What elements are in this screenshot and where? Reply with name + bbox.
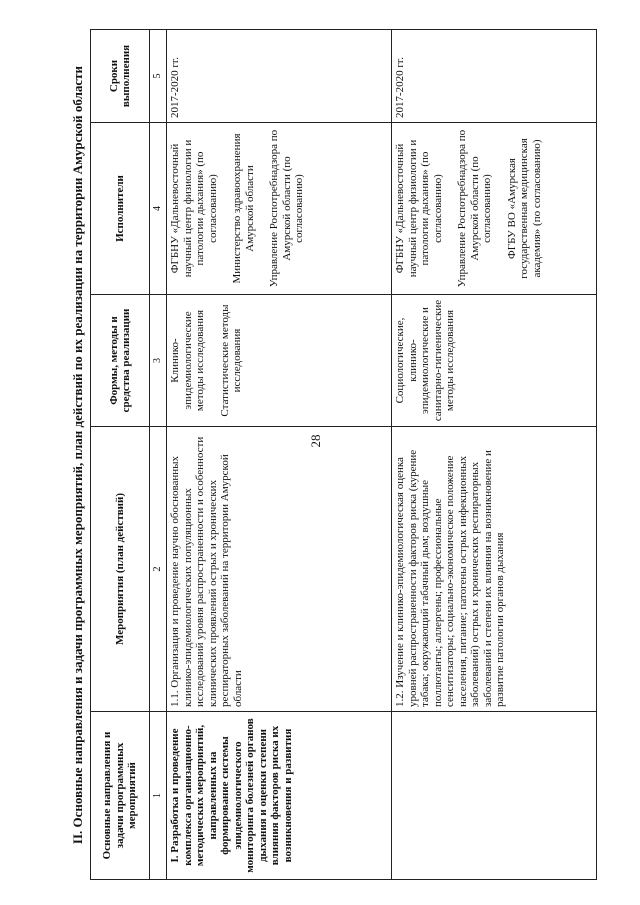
executors-cell (392, 123, 597, 295)
executors-cell (167, 123, 392, 295)
header-terms: Сроки выполнения (91, 30, 150, 123)
method-text: Социологические, клинико-эпидемиологические и санитарно-гигиенические методы исследования (394, 299, 456, 422)
table-row (392, 30, 597, 880)
section-title: II. Основные направления и задачи программных мероприятий, план действий по их реализации на территории Амурской области (70, 65, 85, 845)
executor-text: Управление Роспотребнадзора по Амурской области (по согласованию) (456, 129, 493, 288)
table-header-row (91, 30, 150, 880)
header-executors: Исполнители (91, 123, 150, 295)
header-directions: Основные направления и задачи программных мероприятий (91, 712, 150, 880)
column-number: 5 (150, 30, 167, 123)
column-number: 3 (150, 295, 167, 427)
rotated-page (70, 30, 615, 880)
executor-text: Министерство здравоохранения Амурской области (231, 133, 256, 284)
header-methods: Формы, методы и средства реализации (91, 295, 150, 427)
methods-cell (392, 295, 597, 427)
method-text: Статистические методы исследования (218, 304, 243, 417)
page-number: 28 (308, 434, 323, 448)
executor-text: ФГБНУ «Дальневосточный научный центр физиологии и патологии дыхания» (по согласованию) (394, 139, 444, 278)
direction-cell (392, 712, 597, 880)
term-cell: 2017-2020 гг. (167, 30, 392, 123)
column-number: 4 (150, 123, 167, 295)
action-plan-table (90, 29, 597, 880)
executor-text: Управление Роспотребнадзора по Амурской области (по согласованию) (268, 129, 305, 288)
executor-text: ФГБНУ «Дальневосточный научный центр физиологии и патологии дыхания» (по согласованию) (169, 139, 219, 278)
table-row (167, 30, 392, 880)
term-cell: 2017-2020 гг. (392, 30, 597, 123)
method-text: Клинико-эпидемиологические методы исследования (169, 309, 206, 412)
action-cell: 1.1. Организация и проведение научно обоснованных клинико-эпидемиологических популяционных исследований уровня распространенности и особенности клинических проявлений острых и хронических респираторных заболеваний на территории Амурской области (167, 427, 392, 712)
methods-cell (167, 295, 392, 427)
column-number: 1 (150, 712, 167, 880)
column-number: 2 (150, 427, 167, 712)
executor-text: ФГБУ ВО «Амурская государственная медицинская академия» (по согласованию) (505, 138, 543, 279)
action-cell: 1.2. Изучение и клинико-эпидемиологическая оценка уровней распространенности факторов риска (курение табака; окружающий табачный дым; воздушные поллютанты; аллергены; профессиональные сенситизаторы; социально-экономическое положение населения, питание; патогены острых инфекционных заболеваний) острых и хронических респираторных заболеваний и степени их влияния на возникновение и развитие патологии органов дыхания (392, 427, 597, 712)
direction-cell: I. Разработка и проведение комплекса организационно-методических мероприятий, направленных на формирование системы эпидемиологического мониторинга болезней органов дыхания и оценки степени влияния факторов риска их возникновения и развития (167, 712, 392, 880)
column-number-row (150, 30, 167, 880)
header-actions: Мероприятия (план действий) (91, 427, 150, 712)
